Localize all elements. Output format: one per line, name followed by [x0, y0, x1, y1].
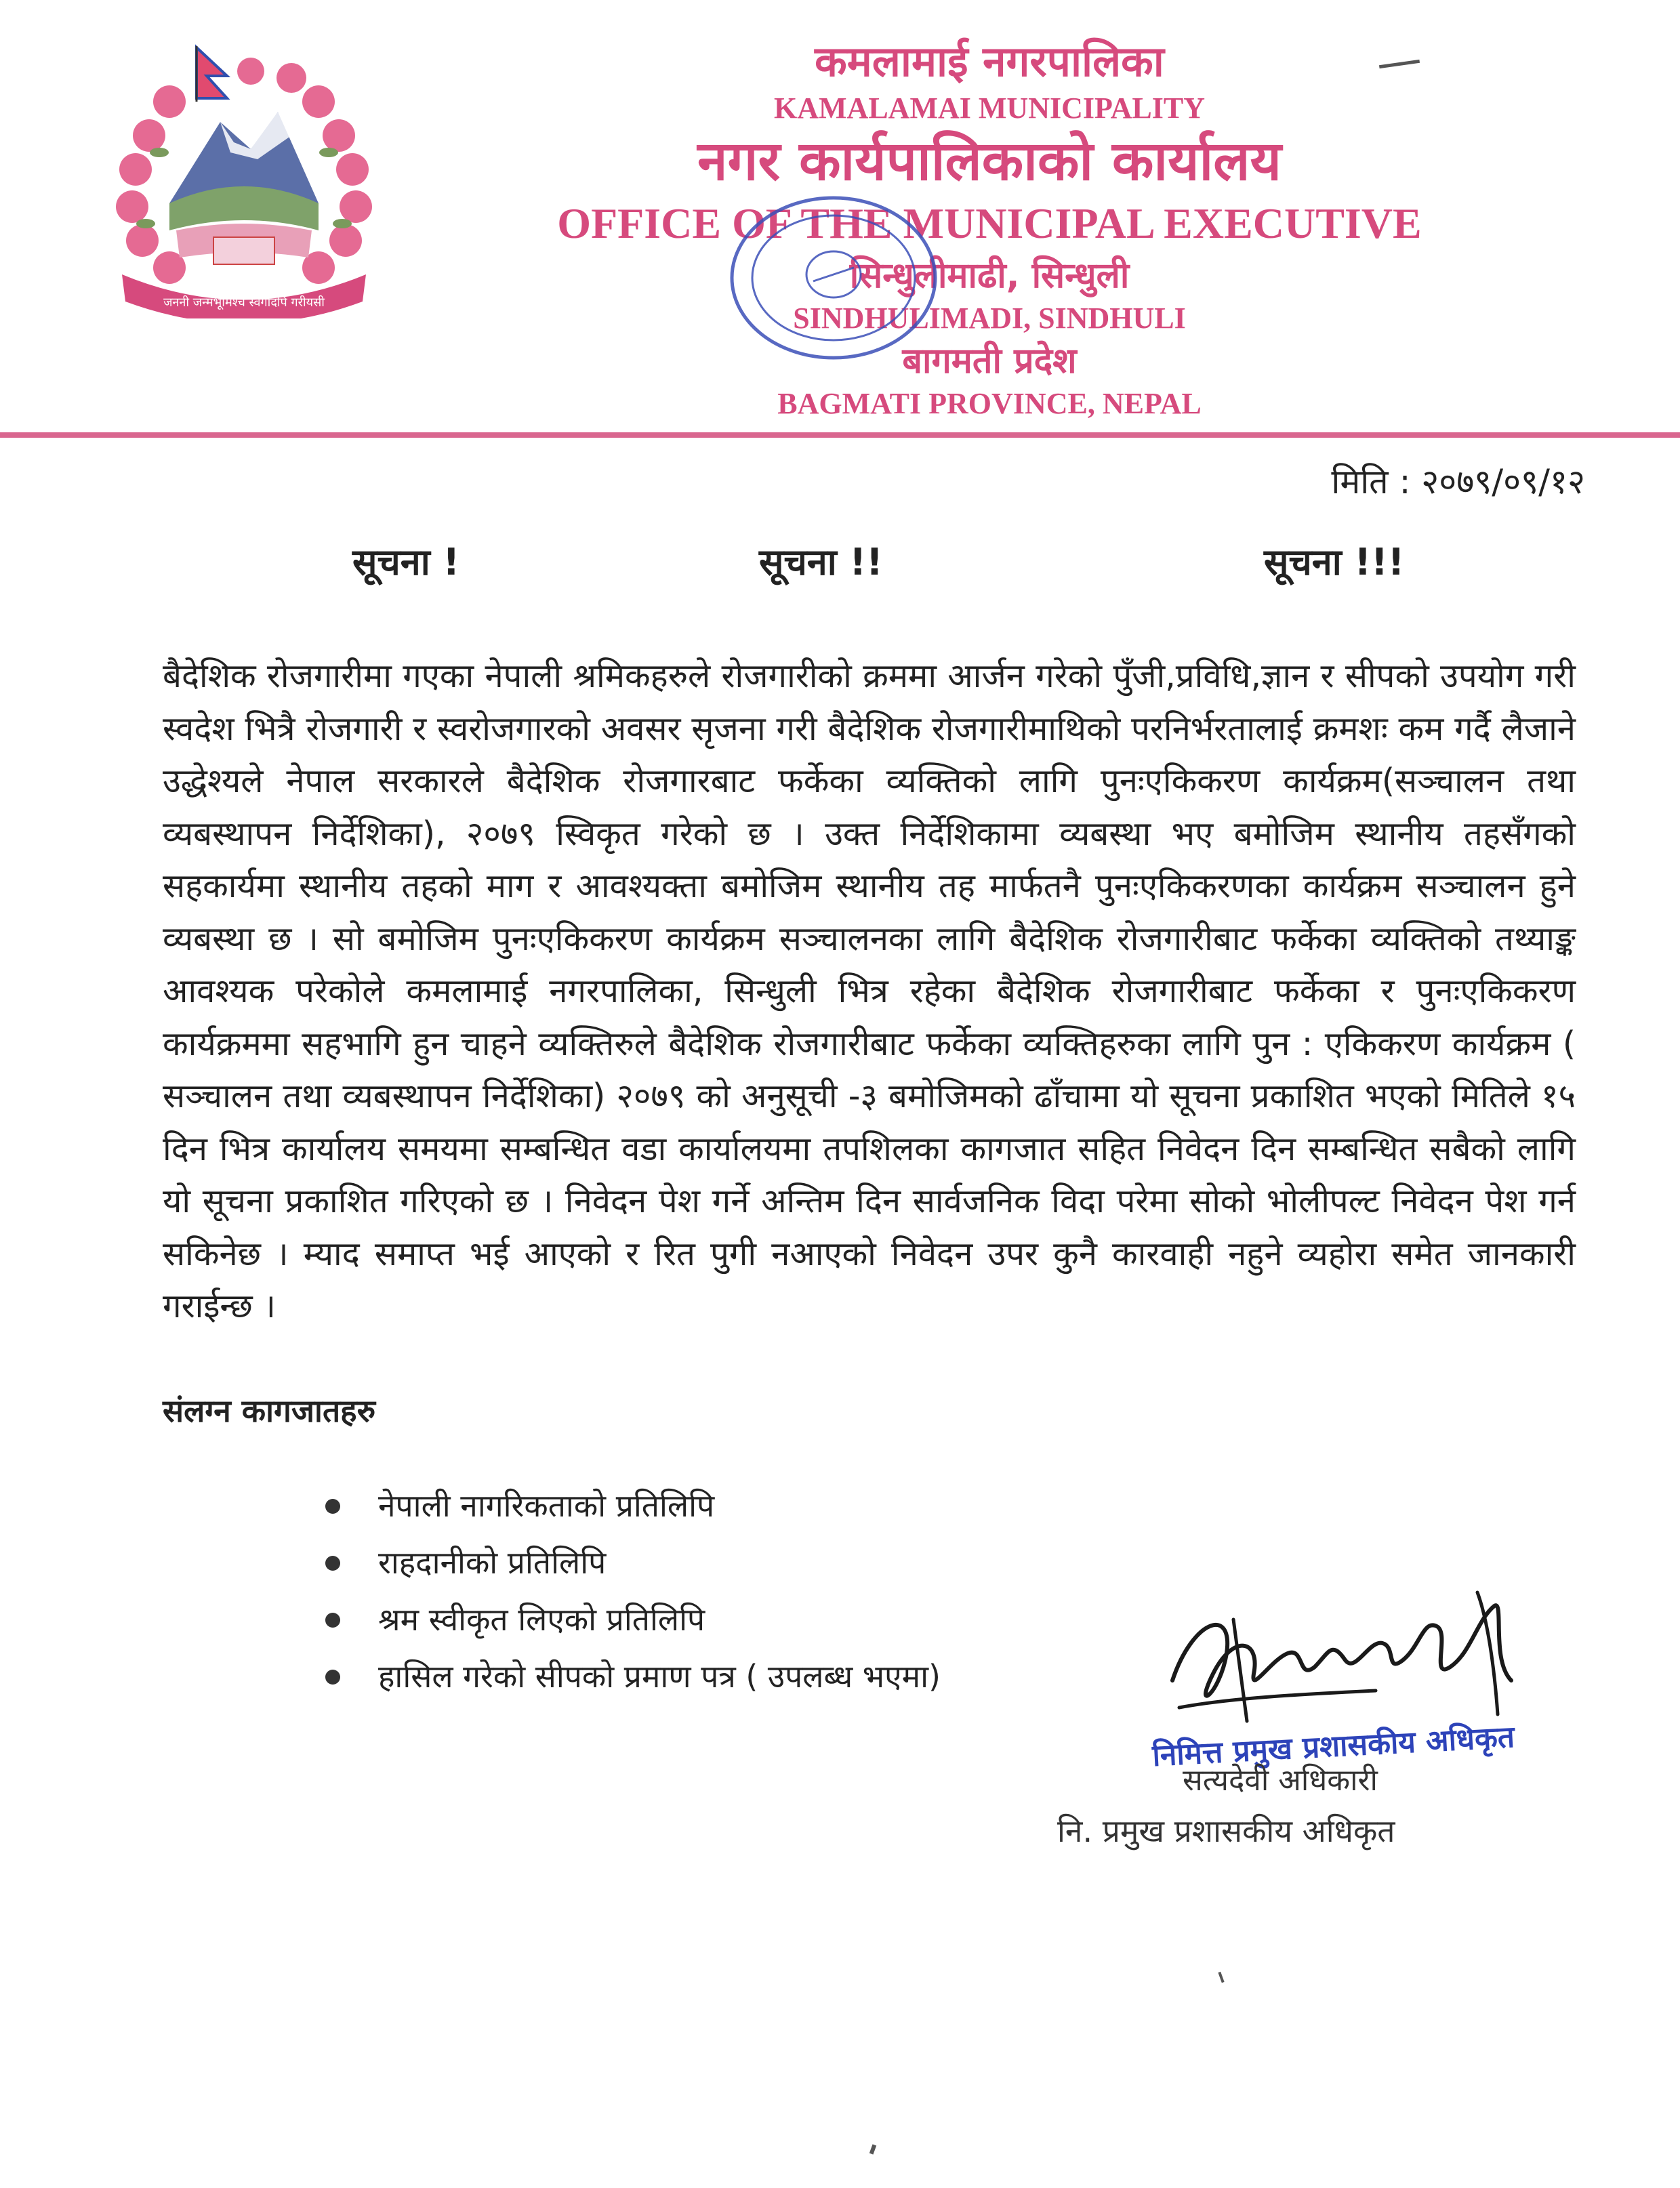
place-ne: सिन्धुलीमाढी, सिन्धुली [849, 255, 1130, 296]
notice-heading-3: सूचना !!! [1264, 541, 1405, 583]
handwritten-signature [1152, 1579, 1532, 1735]
attachments-title: संलग्न कागजातहरु [163, 1392, 376, 1429]
office-seal-stamp [725, 190, 942, 366]
bullet-icon [325, 1499, 340, 1514]
notice-body: बैदेशिक रोजगारीमा गएका नेपाली श्रमिकहरुले रोजगारीको क्रममा आर्जन गरेको पुँजी,प्रविधि,ज्ञान र सीपको उपयोग गरी स्वदेश भित्रै रोजगारी र स्वरोजगारको अवसर सृजना गरी बैदेशिक रोजगारीमाथिको परनिर्भरतालाई क्रमशः कम गर्दै लैजाने उद्धेश्यले नेपाल सरकारले बैदेशिक रोजगारबाट फर्केका व्यक्तिको लागि पुनःएकिकरण कार्यक्रम(सञ्चालन तथा व्यबस्थापन निर्देशिका), २०७९ स्विकृत गरेको छ । उक्त निर्देशिकामा व्यबस्था भए बमोजिम स्थानीय तहसँगको सहकार्यमा स्थानीय तहको माग र आवश्यक्ता बमोजिम स्थानीय तह मार्फतनै पुनःएकिकरणका कार्यक्रम सञ्चालन हुने व्यबस्था छ । सो बमोजिम पुनःएकिकरण कार्यक्रम सञ्चालनका लागि बैदेशिक रोजगारीबाट फर्केका व्यक्तिको तथ्याङ्क आवश्यक परेकोले कमलामाई नगरपालिका, सिन्धुली भित्र रहेका बैदेशिक रोजगारीबाट फर्केका र पुनःएकिकरण कार्यक्रममा सहभागि हुन चाहने व्यक्तिरुले बैदेशिक रोजगारीबाट फर्केका व्यक्तिहरुका लागि पुन : एकिकरण कार्यक्रम ( सञ्चालन तथा व्यबस्थापन निर्देशिका) २०७९ को अनुसूची -३ बमोजिमको ढाँचामा यो सूचना प्रकाशित भएको मितिले १५ दिन भित्र कार्यालय समयमा सम्बन्धित वडा कार्यालयमा तपशिलका कागजात सहित निवेदन दिन सम्बन्धित सबैको लागि यो सूचना प्रकाशित गरिएको छ । निवेदन पेश गर्ने अन्तिम दिन सार्वजनिक विदा परेमा सोको भोलीपल्ट निवेदन पेश गर्न सकिनेछ । म्याद समाप्त भई आएको र रित पुगी नआएको निवेदन उपर कुनै कारवाही नहुने व्यहोरा समेत जानकारी गराईन्छ । [163, 657, 1576, 1325]
municipality-name-ne: कमलामाई नगरपालिका [815, 37, 1164, 86]
notice-headings [163, 535, 1518, 596]
letterhead-titles [515, 34, 1464, 423]
office-name-en: OFFICE OF THE MUNICIPAL EXECUTIVE [557, 199, 1422, 247]
list-item: श्रम स्वीकृत लिएको प्रतिलिपि [325, 1591, 1206, 1648]
scan-mark [869, 2144, 876, 2154]
signatory-stamp: निमित्त प्रमुख प्रशासकीय अधिकृत [1151, 1720, 1516, 1773]
letterhead [0, 0, 1680, 440]
bullet-icon [325, 1670, 340, 1685]
list-item: राहदानीको प्रतिलिपि [325, 1534, 1206, 1591]
municipality-name-en: KAMALAMAI MUNICIPALITY [774, 91, 1205, 125]
notice-heading-2: सूचना !! [759, 541, 883, 583]
signatory-title: नि. प्रमुख प्रशासकीय अधिकृत [1057, 1813, 1395, 1849]
letterhead-divider [0, 432, 1680, 438]
nepal-emblem-icon [95, 34, 393, 318]
emblem-motto: जननी जन्मभूमिश्च स्वर्गादपि गरीयसी [163, 295, 325, 310]
place-en: SINDHULIMADI, SINDHULI [793, 302, 1186, 335]
office-name-ne: नगर कार्यपालिकाको कार्यालय [697, 129, 1282, 192]
province-ne: बागमती प्रदेश [902, 341, 1077, 381]
date-line: मिति : २०७९/०९/१२ [1331, 462, 1585, 501]
list-item: नेपाली नागरिकताको प्रतिलिपि [325, 1477, 1206, 1534]
scan-mark [1218, 1972, 1224, 1983]
notice-heading-1: सूचना ! [352, 541, 460, 583]
bullet-icon [325, 1613, 340, 1628]
signatory-name: सत्यदेवी अधिकारी [1183, 1763, 1378, 1798]
province-en: BAGMATI PROVINCE, NEPAL [777, 387, 1202, 420]
list-item: हासिल गरेको सीपको प्रमाण पत्र ( उपलब्ध भएमा) [325, 1648, 1206, 1705]
attachments-list [325, 1477, 1206, 1705]
bullet-icon [325, 1556, 340, 1571]
